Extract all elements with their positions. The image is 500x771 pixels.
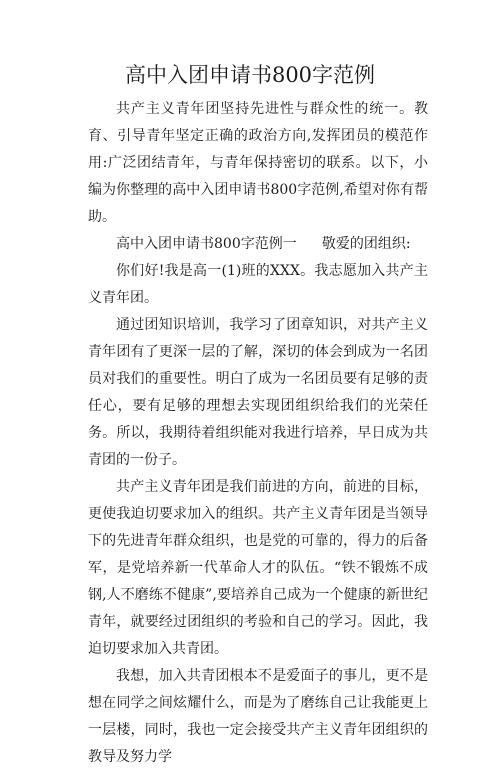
body-paragraph: 共产主义青年团是我们前进的方向，前进的目标，更使我迫切要求加入的组织。共产主义青年团是当领导下的先进青年群众组织，也是党的可靠的，得力的后备军，是党培养新一代革命人才的队伍。“铁不锻炼不成钢,人不磨练不健康”,要培养自己成为一个健康的新世纪青年，就要经过团组织的考验和自己的学习。因此，我迫切要求加入共青团。 [88, 479, 428, 657]
example-heading-line [88, 231, 428, 258]
document-title: 高中入团申请书800字范例 [124, 63, 376, 87]
example-heading: 高中入团申请书800字范例一 [116, 236, 297, 252]
salutation: 敬爱的团组织: [321, 236, 411, 252]
intro-paragraph: 共产主义青年团坚持先进性与群众性的统一。教育、引导青年坚定正确的政治方向,发挥团员的模范作用:广泛团结青年，与青年保持密切的联系。以下，小编为你整理的高中入团申请书800字范例,希望对你有帮助。 [88, 101, 428, 225]
greeting-paragraph: 你们好!我是高一(1)班的XXX。我志愿加入共产主义青年团。 [88, 263, 428, 306]
document-body [88, 96, 428, 771]
body-paragraph: 通过团知识培训，我学习了团章知识，对共产主义青年团有了更深一层的了解，深切的体会到成为一名团员对我们的重要性。明白了成为一名团员要有足够的责任心，要有足够的理想去实现团组织给我们的光荣任务。所以，我期待着组织能对我进行培养，早日成为共青团的一份子。 [88, 317, 428, 468]
body-paragraph: 我想，加入共青团根本不是爱面子的事儿，更不是想在同学之间炫耀什么，而是为了磨练自己让我能更上一层楼，同时，我也一定会接受共产主义青年团组织的教导及努力学 [88, 668, 428, 765]
